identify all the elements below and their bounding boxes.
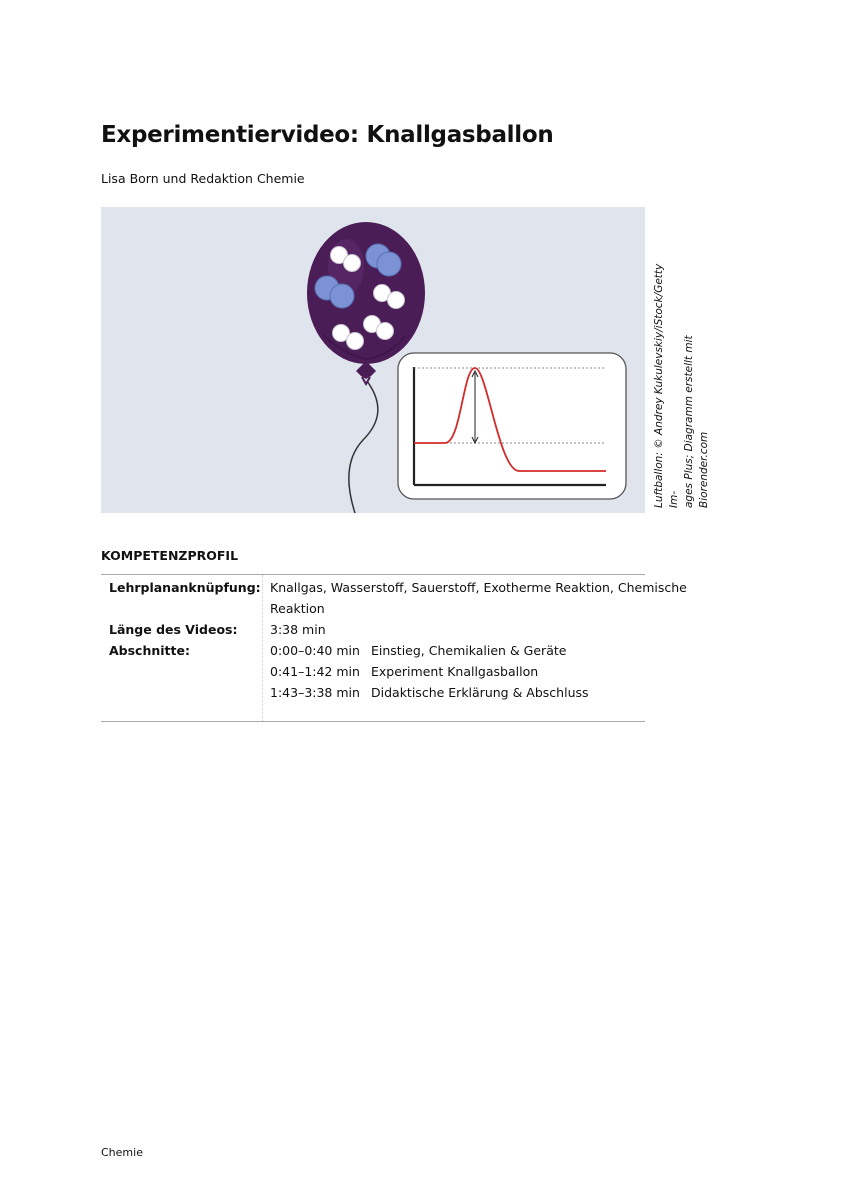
hero-illustration (101, 207, 645, 513)
curriculum-value-line: Reaktion (270, 601, 325, 616)
section-heading: KOMPETENZPROFIL (101, 548, 239, 563)
image-credit (652, 258, 712, 508)
balloon-icon (101, 207, 645, 513)
section-time: 1:43–3:38 min (270, 685, 360, 700)
section-description: Didaktische Erklärung & Abschluss (371, 685, 589, 700)
table-top-rule (101, 574, 645, 575)
curriculum-value (270, 577, 687, 619)
sections-label: Abschnitte: (109, 643, 190, 658)
curriculum-label: Lehrplananknüpfung: (109, 580, 261, 595)
section-time: 0:00–0:40 min (270, 643, 360, 658)
section-description: Experiment Knallgasballon (371, 664, 539, 679)
video-length-value: 3:38 min (270, 622, 326, 637)
image-credit-line: ages Plus; Diagramm erstellt mit Biorender.com (683, 335, 710, 508)
section-description: Einstieg, Chemikalien & Geräte (371, 643, 567, 658)
energy-diagram-icon (398, 353, 626, 499)
page-title: Experimentiervideo: Knallgasballon (101, 122, 554, 148)
curriculum-value-line: Knallgas, Wasserstoff, Sauerstoff, Exotherme Reaktion, Chemische (270, 580, 687, 595)
table-bottom-rule (101, 721, 645, 722)
table-column-divider (262, 575, 263, 721)
authors: Lisa Born und Redaktion Chemie (101, 171, 305, 186)
video-length-label: Länge des Videos: (109, 622, 238, 637)
image-credit-line: Luftballon: © Andrey Kukulevskiy/iStock/Getty Im- (653, 263, 680, 508)
page-footer: Chemie (101, 1146, 143, 1159)
section-time: 0:41–1:42 min (270, 664, 360, 679)
